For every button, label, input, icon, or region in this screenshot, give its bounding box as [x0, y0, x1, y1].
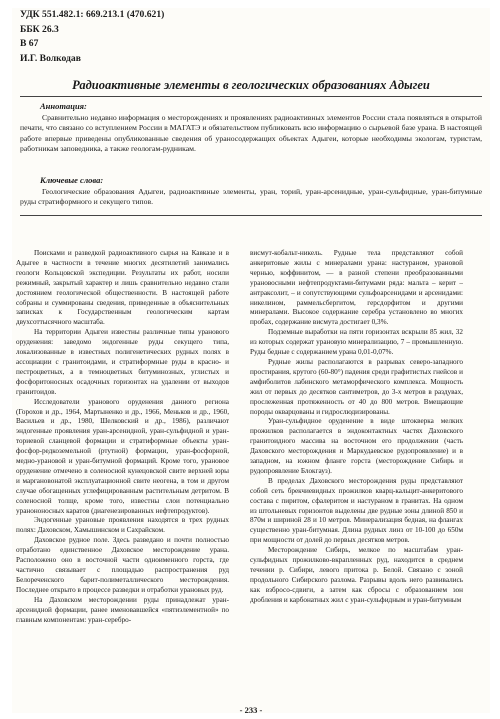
author-name: И.Г. Волкодав — [20, 52, 81, 64]
paragraph: Подземные выработки на пяти горизонтах вскрыли 85 жил, 32 из которых содержат урановую минерализацию, 7 – промышленную. Руды бедные с содержанием урана 0,01-0,07%. — [250, 328, 463, 357]
keywords-text: Геологические образования Адыгеи, радиоактивные элементы, уран, торий, уран-арсенидные, уран-сульфидные, уран-битумные руды стратиформного и секущего типов. — [20, 187, 482, 207]
paragraph: Уран-сульфидное оруденение в виде штокверка мелких прожилков располагается в эндоконтактных частях Даховского гранитоидного массива на восточном его продолжении (часть Даховского месторождения и Маркудаевское рудопроявление) и в западном, на южном фланге горста (месторождение Сибирь и рудопроявление Блокгауз). — [250, 417, 463, 475]
author-mark: В 67 — [20, 38, 39, 49]
paragraph: Рудные жилы располагаются в разрывах северо-западного простирания, крутого (60-80°) падения среди графитистых гнейсов и амфиболитов лабинского метаморфического комплекса. Мощность жил от первых до десятков сантиметров, до 3-х метров в раздувах, прослеженная протяженность от 40 до 800 метров. Вмещающие породы окварцованы и гидрослюдизированы. — [250, 357, 463, 416]
abstract-heading: Аннотация: — [40, 101, 87, 111]
keywords-divider — [20, 215, 482, 216]
abstract-text: Сравнительно недавно информация о месторождениях и проявлениях радиоактивных элементов России стала появляться в открытой печати, что связано со вступлением России в МАГАТЭ и обязательством публиковать всю информацию о сырьевой базе урана. В настоящей работе впервые приведены опубликованные сведения об ураносодержащих объектах Адыгеи, которые необходимы экологам, туристам, работникам заповедника, а также геологам-рудникам. — [20, 113, 482, 154]
paragraph: Месторождение Сибирь, мелкое по масштабам уран-сульфидных прожилково-вкрапленных руд, находится в среднем течении р. Сибири, левого притока р. Белой. Связано с зоной продольного Сибирского разлома. Разрывы вдоль него развивались как взбросо-сдвиги, а затем как сбросы с образованием зон дробления и карбонатных жил с уран-сульфидным и уран-битумным — [250, 546, 463, 604]
paragraph: Исследователи уранового оруденения данного региона (Горохов и др., 1964, Мартыненко и др., 1966, Меньков и др., 1960, Васильев и др., 1980, Шелковский и др., 1986), различают эндогенные проявления уран-арсенидной, уран-сульфидной и уран-ториевой сланцевой формации и стратиформные объекты уран-фосфор-редкоземельной (ртутной) формации, уран-фосфорной, медно-урановой и уран-битумной формаций. Кроме того, урановое оруденение отмечено в соленосной кунецовской свите верхней юры и маргановонатой эксплуатационной свите неогена, в том и другом случае обогащенных углефицированным растительным детритом. В соленосной толще, кроме того, известны слои потенциально уранононосных каратов (диагенезированных нефтепродуктов). — [16, 397, 229, 515]
page-number: - 233 - — [239, 705, 263, 715]
bibliographic-block — [20, 8, 164, 66]
paragraph: На территории Адыгеи известны различные типы уранового оруденения: заведомо эндогенные руды секущего типа, локализованные в известных полигенетических рудных полях в ассоциации с гранитоидами, и стратиформные руды в красно- и пестроцветных, а в темноцветных битуминозных, углистых и фосфоритоносных осадочных горизонтах на удалении от выходов гранитоидов. — [16, 328, 229, 396]
journal-page — [12, 8, 490, 713]
udk-code: УДК 551.482.1: 669.213.1 (470.621) — [20, 9, 165, 20]
paragraph: В пределах Даховского месторождения руды представляют собой сеть брекчиевидных прожилков кварц-кальцит-анкеритового состава с пиритом, сфалеритом и настураном в гранитах. На одном из штольневых горизонтов выделены две рудные зоны длиной 850 и 870м и шириной 28 и 10 метров. Минерализация бедная, на флангах существенно уран-битумная. Длина рудных линз от 10-100 до 650м при мощности от долей до первых десятков метров. — [250, 476, 463, 545]
title-divider — [20, 96, 482, 97]
paragraph: На Даховском месторождении руды принадлежат уран-арсенидной формации, ранее именовавшейся «пятиэлементной» по главным компонентам: уран-серебро- — [16, 595, 229, 624]
body-column-right — [250, 249, 463, 689]
bbk-code: ББК 26.3 — [20, 23, 59, 35]
article-title: Радиоактивные элементы в геологических образованиях Адыгеи — [72, 78, 430, 92]
paragraph: висмут-кобальт-никель. Рудные тела представляют собой анкеритовые жилы с минералами урана: настураном, урановой чернью, коффинитом, — в разной степени преобразованными урановосными нефтепродуктами-битумами ряда: мальта – керит – антраксолит, – и сопутствующими сульфоарсенидами и арсенидами: никелином, раммельсбергитом, герсдорфитом и другими минералами. Высокое содержание серебра установлено во многих пробах, содержание висмута достигает 0,3%. — [250, 249, 463, 327]
paragraph: Эндогенные урановые проявления находятся в трех рудных полях: Даховском, Хамышинском и Сахрайском. — [16, 516, 229, 535]
body-column-left — [16, 249, 229, 689]
paragraph: Поисками и разведкой радиоактивного сырья на Кавказе и в Адыгее в частности в течение многих десятилетий занимались геологи Кольцовской экспедиции. Результаты их работ, носили режимный, закрытый характер и лишь сравнительно недавно стали достоянием геологической общественности. В настоящей работе собраны и суммированы сведения, приведенные в объяснительных записках к Государственным геологическим картам двухсоттысячного масштаба. — [16, 249, 229, 327]
keywords-heading: Ключевые слова: — [40, 175, 104, 185]
paragraph: Даховское рудное поле. Здесь разведано и почти полностью отработано единственное Даховское месторождение урана. Расположено оно в восточной части одноименного горста, где частично связывает с площадью распространения руд Белореченского барит-полиметаллического месторождения. Последнее открыто в процессе разведки и отработки урановых руд. — [16, 536, 229, 594]
